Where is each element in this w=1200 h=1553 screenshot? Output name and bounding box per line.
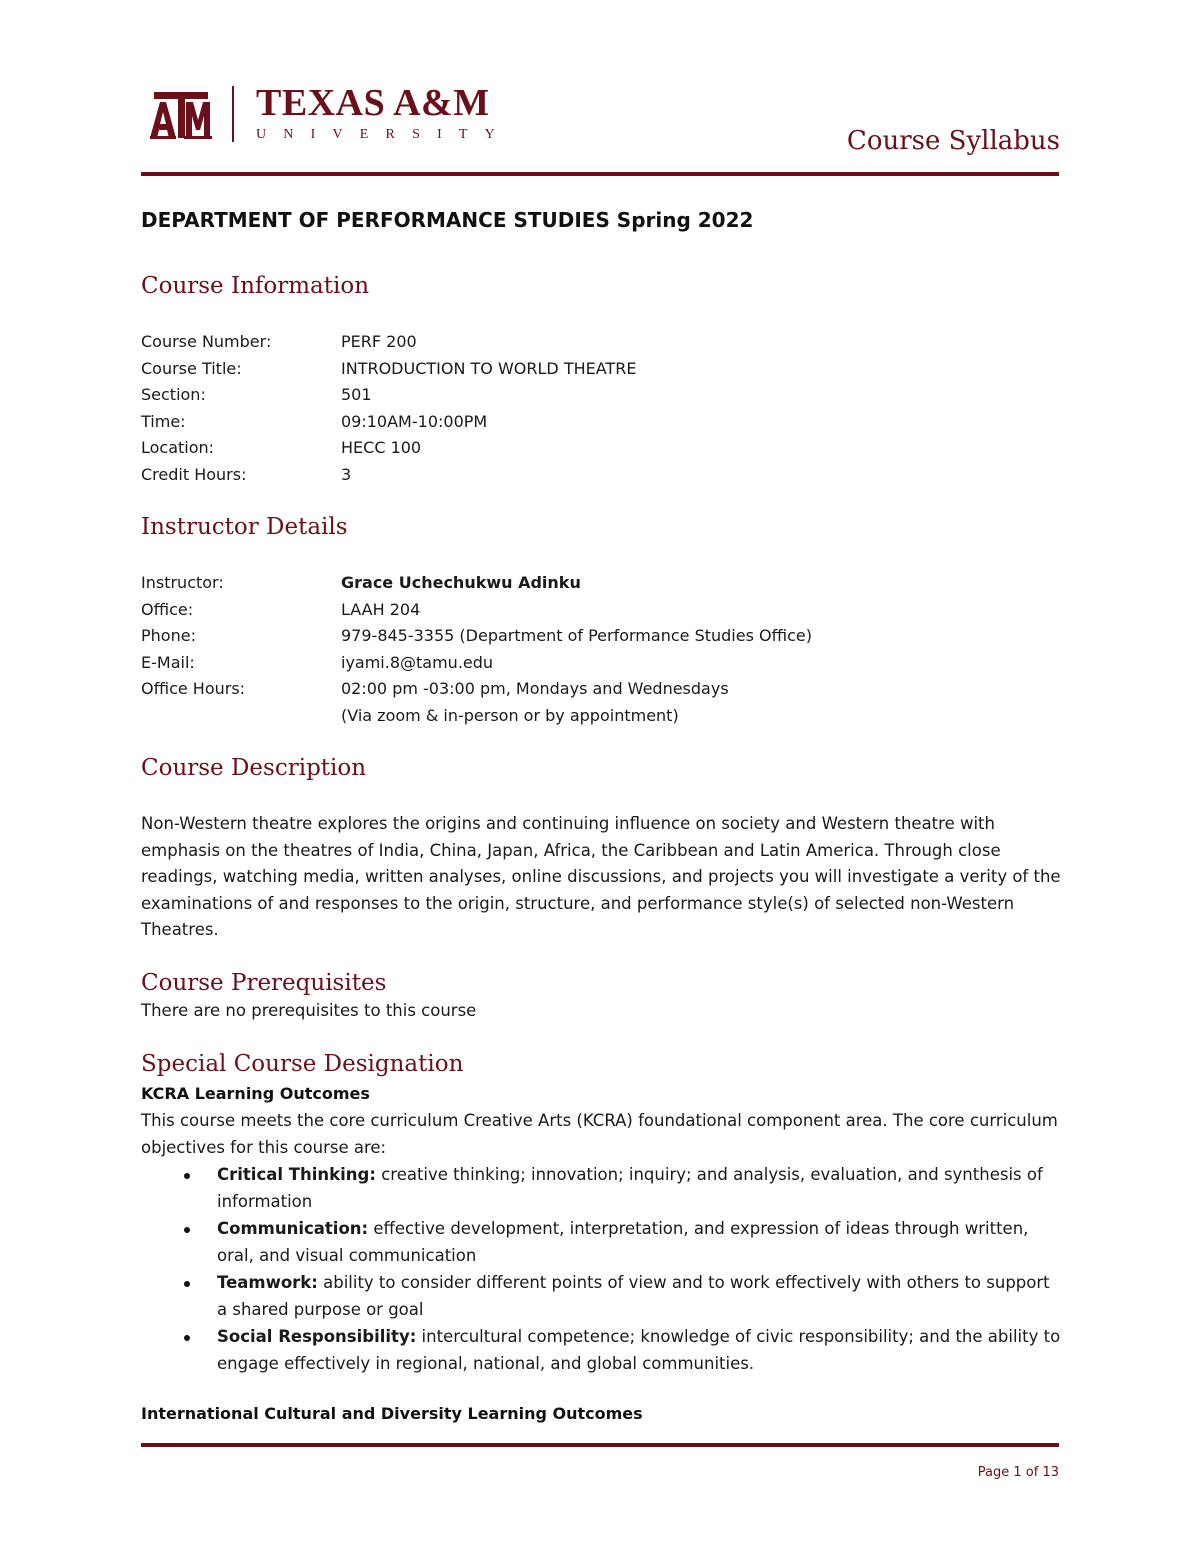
department-heading: DEPARTMENT OF PERFORMANCE STUDIES Spring 2022 [141,208,754,232]
info-value: PERF 200 [341,332,417,351]
instructor-row [141,597,812,624]
atm-logo-mark-icon [150,88,212,140]
list-item [141,1216,1061,1269]
instructor-row [141,676,812,703]
info-value: HECC 100 [341,438,422,457]
instructor-label: Phone: [141,626,196,645]
instructor-row [141,623,812,650]
header-rule [141,172,1059,176]
instructor-value: 979-845-3355 (Department of Performance Studies Office) [341,626,812,645]
instructor-value: 02:00 pm -03:00 pm, Mondays and Wednesdays [341,679,729,698]
info-row [141,409,636,436]
university-logo [150,82,512,142]
instructor-name: Grace Uchechukwu Adinku [341,573,581,592]
instructor-row [141,650,812,677]
kcra-subheading: KCRA Learning Outcomes [141,1084,370,1103]
info-row [141,329,636,356]
designation-heading: Special Course Designation [141,1051,464,1077]
instructor-heading: Instructor Details [141,514,348,540]
bullet-term: Teamwork: [217,1273,318,1292]
footer-rule [141,1443,1059,1447]
instructor-row [141,570,812,597]
bullet-icon [184,1281,190,1287]
info-label: Credit Hours: [141,464,247,484]
instructor-label: Office Hours: [141,679,246,698]
logo-divider [232,86,234,142]
course-info-heading: Course Information [141,273,370,299]
kcra-intro: This course meets the core curriculum Creative Arts (KCRA) foundational component area. The core curriculum objectives for this course are: [141,1111,1058,1157]
bullet-term: Communication: [217,1219,369,1238]
info-value: 3 [341,464,352,484]
info-row [141,382,636,409]
bullet-text: creative thinking; innovation; inquiry; and analysis, evaluation, and synthesis of information [217,1165,1043,1211]
list-item [141,1162,1061,1215]
prerequisites-text: There are no prerequisites to this course [141,1001,477,1020]
bullet-text: intercultural competence; knowledge of civic responsibility; and the ability to engage effectively in regional, national, and global communities. [217,1327,1061,1373]
list-item [141,1270,1061,1323]
instructor-table [141,570,812,729]
bullet-icon [184,1227,190,1233]
info-value: 09:10AM-10:00PM [341,411,488,431]
info-label: Section: [141,385,206,404]
instructor-email: iyami.8@tamu.edu [341,652,494,672]
instructor-label: Office: [141,599,194,619]
page-number: Page 1 of 13 [977,1465,1059,1480]
list-item [141,1324,1061,1377]
instructor-label: Instructor: [141,573,224,592]
info-label: Location: [141,438,215,457]
bullet-text: effective development, interpretation, and expression of ideas through written, oral, and visual communication [217,1219,1029,1265]
info-label: Time: [141,411,186,431]
diversity-subheading: International Cultural and Diversity Learning Outcomes [141,1404,643,1423]
bullet-icon [184,1335,190,1341]
bullet-text: ability to consider different points of view and to work effectively with others to support a shared purpose or goal [217,1273,1050,1319]
instructor-label [141,703,341,730]
prerequisites-heading: Course Prerequisites [141,970,387,996]
logo-subtitle: UNIVERSITY [256,127,512,142]
logo-title: TEXAS A&M [256,82,490,124]
description-heading: Course Description [141,755,367,781]
instructor-value: (Via zoom & in-person or by appointment) [341,705,679,725]
kcra-outcomes-list [141,1162,1061,1378]
bullet-term: Critical Thinking: [217,1165,376,1184]
bullet-term: Social Responsibility: [217,1327,417,1346]
info-row [141,435,636,462]
info-value: INTRODUCTION TO WORLD THEATRE [341,358,637,378]
document-type: Course Syllabus [846,126,1060,156]
info-label: Course Title: [141,358,242,378]
info-label: Course Number: [141,332,272,351]
instructor-label: E-Mail: [141,652,195,672]
instructor-row [141,703,812,730]
course-info-table [141,329,636,488]
instructor-value: LAAH 204 [341,599,421,619]
bullet-icon [184,1173,190,1179]
description-text: Non-Western theatre explores the origins and continuing influence on society and Western theatre with emphasis on the theatres of India, China, Japan, Africa, the Caribbean and Latin America. Through close readings, watching media, written analyses, online discussions, and projects you will investigate a verity of the examinations of and responses to the origin, structure, and performance style(s) of selected non-Western Theatres. [141,814,1061,939]
info-row [141,462,636,489]
info-value: 501 [341,385,372,404]
info-row [141,356,636,383]
